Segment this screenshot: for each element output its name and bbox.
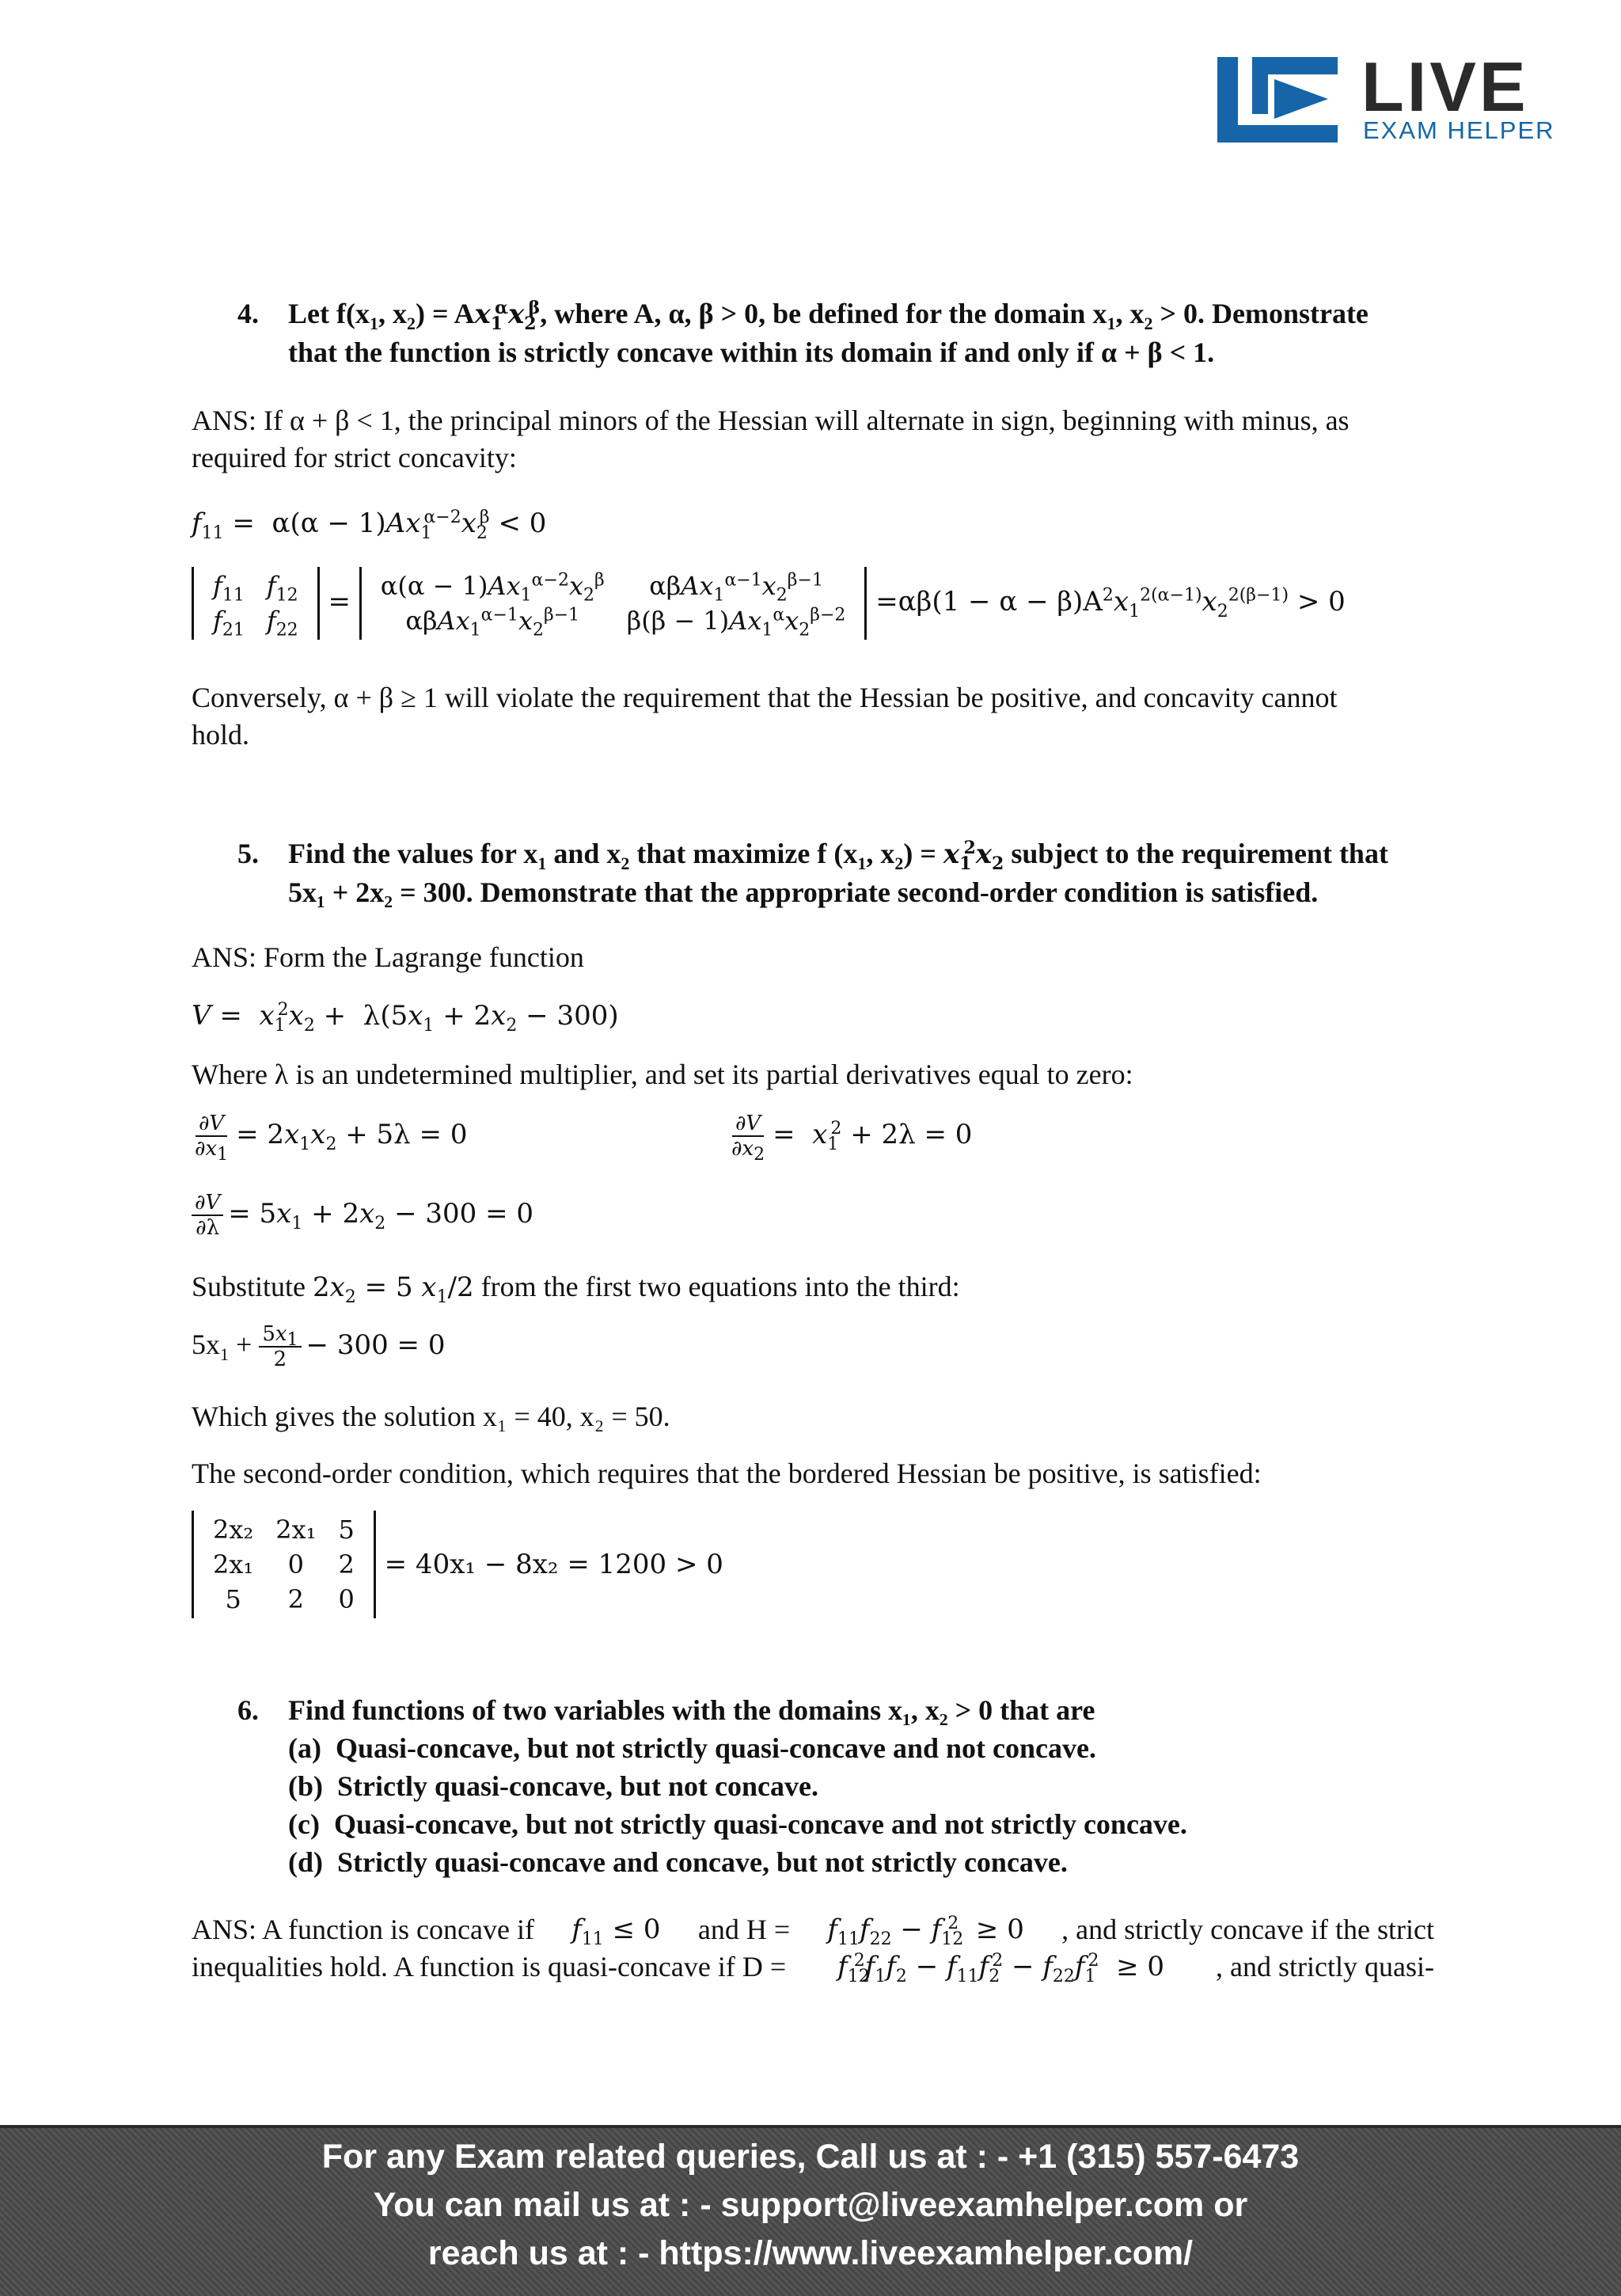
logo xyxy=(1217,48,1567,146)
question-6-line-1: Find functions of two variables with the domains x₁, x₂ > 0 that are xyxy=(288,1694,1095,1726)
matrix-cell: 2x₁ xyxy=(213,1549,254,1579)
q5-bordered-hessian: 2x₂ 2x₁ 5 2x₁ 0 2 5 2 0 = 40x₁ − 8x₂ = 1200 > 0 xyxy=(192,1511,723,1618)
q5-solution-text: Which gives the solution x₁ = 40, x₂ = 50. xyxy=(192,1401,670,1432)
footer-website-line: reach us at : - https://www.liveexamhelper.com/ xyxy=(427,2234,1194,2272)
matrix-cell: 5 xyxy=(338,1515,355,1545)
matrix-cell: 2x₁ xyxy=(275,1515,317,1545)
logo-word-live: LIVE xyxy=(1361,48,1529,126)
q5-answer-intro: ANS: Form the Lagrange function xyxy=(192,941,584,973)
matrix-cell: 0 xyxy=(338,1584,355,1614)
q5-substitute-text: Substitute $2x_2 = 5$ $x_1/2$ from the first two equations into the third: xyxy=(192,1271,960,1307)
q5-partial-x2: $\frac{\partial V}{\partial x_2}$ = $x_1^2 + 2\lambda = 0$ xyxy=(731,1112,973,1165)
question-4 xyxy=(237,295,1434,371)
q4-conversely-paragraph: Conversely, α + β ≥ 1 will violate the requirement that the Hessian be positive, and concavity cannot hold. xyxy=(192,682,1338,751)
q5-partial-lambda: $\frac{\partial V}{\partial\lambda}$ = $5x_1 + 2x_2 - 300 = 0$ xyxy=(192,1191,533,1240)
logo-word-exam-helper: EXAM HELPER xyxy=(1363,116,1555,144)
q5-lagrange-function: $V = x_1^2x_2 + \lambda(5x_1 + 2x_2 - 300)$ xyxy=(192,999,619,1036)
footer-banner xyxy=(0,2125,1621,2296)
question-6-item-a: (a) Quasi-concave, but not strictly quasi-concave and not concave. xyxy=(288,1732,1096,1764)
matrix-cell: 2x₂ xyxy=(213,1515,254,1545)
question-6-item-b: (b) Strictly quasi-concave, but not concave. xyxy=(288,1770,818,1802)
matrix-cell: 2 xyxy=(287,1584,305,1614)
question-6 xyxy=(237,1691,1434,1881)
question-5-line-1: Find the values for $x_1$ and $x_2$ that maximize f ($x_1$, $x_2) = x_1^2x_2$ subject to the requirement that xyxy=(288,837,1388,874)
bordered-hessian-matrix xyxy=(192,1511,376,1618)
question-4-line-2: that the function is strictly concave within its domain if and only if α + β < 1. xyxy=(288,336,1215,368)
q4-answer-paragraph: ANS: If α + β < 1, the principal minors of the Hessian will alternate in sign, beginning with minus, as required for strict concavity: xyxy=(192,405,1350,473)
matrix-cell: 0 xyxy=(287,1549,305,1579)
matrix-cell: 5 xyxy=(225,1584,241,1614)
footer-phone-line: For any Exam related queries, Call us at : - +1 (315) 557-6473 xyxy=(321,2138,1300,2176)
matrix-cell: 2 xyxy=(338,1549,355,1579)
logo-mark-icon xyxy=(1217,57,1338,143)
q4-equation-f11: $f_{11} = \alpha(\alpha - 1)Ax_1^{\alpha-2}x_2^\beta < 0$ xyxy=(192,507,547,543)
q6-answer-paragraph: ANS: A function is concave if $f_{11} \le 0$ and H = $f_{11}f_{22} - f_{12}^2 \ge 0$ , and strictly concave if the strict inequalities hold. A function is quasi-concave if D = $f_{12}^2f_1f_2 - f_{11}f_2^2 - f_{22}f_1^2 \ge 0$ , and strictly quasi- xyxy=(192,1913,1434,1986)
footer-email-line: You can mail us at : - support@liveexamhelper.com or xyxy=(373,2186,1248,2224)
question-6-item-c: (c) Quasi-concave, but not strictly quasi-concave and not strictly concave. xyxy=(288,1808,1187,1840)
question-number: 5. xyxy=(237,838,259,869)
q5-second-order-text: The second-order condition, which requires that the bordered Hessian be positive, is satisfied: xyxy=(192,1458,1262,1489)
question-5-line-2: 5x₁ + 2x₂ = 300. Demonstrate that the appropriate second-order condition is satisfied. xyxy=(288,876,1319,908)
question-5 xyxy=(237,834,1434,911)
q4-equation-hessian: $f_{11}$ $f_{12}$ $f_{21}$ $f_{22}$ = $\alpha(\alpha - 1)Ax_1^{\alpha-2}x_2^\beta$ $\alpha\beta Ax_1^{\alpha-1}x_2^{\beta-1}$ $\alpha\beta Ax_1^{\alpha-1}x_2^{\beta-1}$ $\beta(\beta - 1)Ax_1^\alpha x_2^{\beta-2}$ $=\alpha\beta(1 - \alpha - \beta)A^2x_1^{2(\alpha-1)}x_2^{2(\beta-1)} > 0$ xyxy=(192,567,1346,640)
question-4-line-1: Let $f(x_1$, $x_2) = Ax_1^\alpha x_2^\beta$, where A, α, β > 0, be defined for the domain $x_1$, $x_2 > 0$. Demonstrate xyxy=(288,297,1369,334)
q5-where-text: Where λ is an undetermined multiplier, and set its partial derivatives equal to zero: xyxy=(192,1059,1133,1090)
question-number: 6. xyxy=(237,1694,259,1726)
question-number: 4. xyxy=(237,298,259,329)
q5-substituted-equation: $5x_1$ + $\frac{5x_1}{2}$ − 300 = 0 xyxy=(192,1322,446,1371)
question-6-item-d: (d) Strictly quasi-concave and concave, but not strictly concave. xyxy=(288,1846,1068,1878)
q5-partial-x1: $\frac{\partial V}{\partial x_1}$ = $2x_1x_2 + 5\lambda = 0$ xyxy=(195,1112,468,1165)
